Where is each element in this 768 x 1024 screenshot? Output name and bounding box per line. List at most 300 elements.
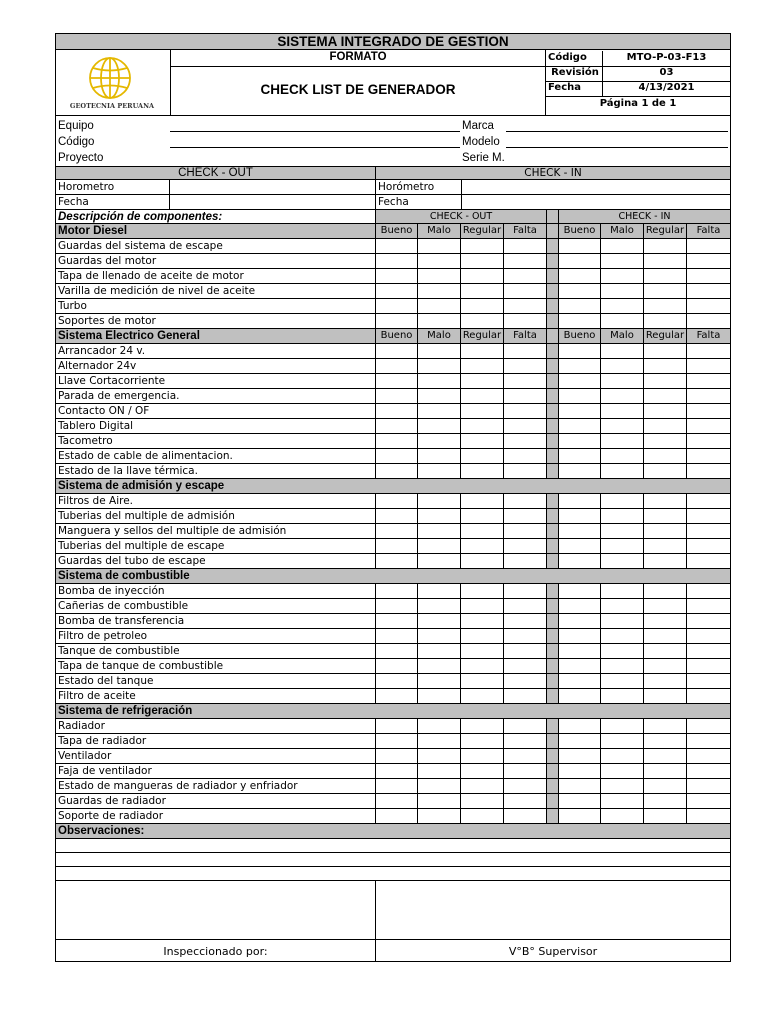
check-out-regular-cell[interactable] [461, 269, 504, 283]
check-out-bueno-cell[interactable] [376, 584, 418, 598]
check-out-bueno-cell[interactable] [376, 239, 418, 253]
check-out-malo-cell[interactable] [418, 674, 461, 688]
check-out-regular-cell[interactable] [461, 599, 504, 613]
check-in-field-input[interactable] [462, 180, 730, 194]
check-in-falta-cell[interactable] [687, 599, 730, 613]
check-in-bueno-cell[interactable] [559, 284, 601, 298]
check-out-malo-cell[interactable] [418, 494, 461, 508]
check-out-malo-cell[interactable] [418, 689, 461, 703]
check-out-regular-cell[interactable] [461, 674, 504, 688]
check-in-falta-cell[interactable] [687, 659, 730, 673]
check-in-bueno-cell[interactable] [559, 614, 601, 628]
observations-line [55, 839, 731, 853]
check-in-regular-cell[interactable] [644, 314, 687, 328]
check-out-falta-cell[interactable] [504, 599, 547, 613]
check-out-malo-cell[interactable] [418, 254, 461, 268]
document-meta [546, 50, 730, 115]
check-out-regular-cell[interactable] [461, 779, 504, 793]
check-in-bueno-cell[interactable] [559, 254, 601, 268]
check-in-bueno-cell[interactable] [559, 794, 601, 808]
check-in-falta-cell[interactable] [687, 749, 730, 763]
check-in-malo-cell[interactable] [601, 464, 644, 478]
check-out-regular-cell[interactable] [461, 374, 504, 388]
check-out-falta-cell[interactable] [504, 779, 547, 793]
check-in-malo-cell[interactable] [601, 644, 644, 658]
check-in-bueno-cell[interactable] [559, 674, 601, 688]
check-out-bueno-cell[interactable] [376, 614, 418, 628]
check-in-malo-cell[interactable] [601, 794, 644, 808]
check-in-falta-cell[interactable] [687, 719, 730, 733]
check-out-malo-cell[interactable] [418, 314, 461, 328]
check-out-bueno-cell[interactable] [376, 809, 418, 823]
check-in-malo-cell[interactable] [601, 404, 644, 418]
check-in-malo-cell[interactable] [601, 494, 644, 508]
check-in-bueno-cell[interactable] [559, 749, 601, 763]
check-in-malo-cell[interactable] [601, 734, 644, 748]
check-out-malo-cell[interactable] [418, 629, 461, 643]
check-out-bueno-cell[interactable] [376, 794, 418, 808]
check-in-falta-cell[interactable] [687, 539, 730, 553]
check-out-regular-cell[interactable] [461, 644, 504, 658]
check-out-malo-cell[interactable] [418, 284, 461, 298]
check-in-regular-cell[interactable] [644, 674, 687, 688]
check-in-malo-cell[interactable] [601, 284, 644, 298]
check-out-malo-cell[interactable] [418, 524, 461, 538]
check-in-regular-cell[interactable] [644, 629, 687, 643]
check-out-falta-cell[interactable] [504, 239, 547, 253]
check-in-malo-cell[interactable] [601, 554, 644, 568]
check-out-regular-cell[interactable] [461, 719, 504, 733]
check-out-falta-cell[interactable] [504, 809, 547, 823]
check-out-malo-cell[interactable] [418, 794, 461, 808]
check-in-regular-cell[interactable] [644, 779, 687, 793]
check-out-falta-cell[interactable] [504, 299, 547, 313]
check-out-malo-cell[interactable] [418, 434, 461, 448]
check-in-falta-cell[interactable] [687, 344, 730, 358]
check-out-bueno-cell[interactable] [376, 419, 418, 433]
check-out-regular-cell[interactable] [461, 794, 504, 808]
check-in-regular-cell[interactable] [644, 659, 687, 673]
check-in-malo-cell[interactable] [601, 314, 644, 328]
observations-input[interactable] [56, 853, 730, 866]
check-in-falta-cell[interactable] [687, 734, 730, 748]
input-serie[interactable] [506, 151, 728, 164]
check-out-malo-cell[interactable] [418, 419, 461, 433]
check-in-malo-cell[interactable] [601, 674, 644, 688]
check-in-regular-cell[interactable] [644, 404, 687, 418]
check-in-bueno-cell[interactable] [559, 539, 601, 553]
check-in-malo-cell[interactable] [601, 389, 644, 403]
check-in-regular-cell[interactable] [644, 764, 687, 778]
check-in-regular-cell[interactable] [644, 269, 687, 283]
check-in-falta-cell[interactable] [687, 284, 730, 298]
check-out-regular-cell[interactable] [461, 359, 504, 373]
check-in-regular-cell[interactable] [644, 464, 687, 478]
check-out-malo-cell[interactable] [418, 404, 461, 418]
check-out-falta-cell[interactable] [504, 314, 547, 328]
check-out-regular-cell[interactable] [461, 299, 504, 313]
check-in-falta-cell[interactable] [687, 239, 730, 253]
check-in-malo-cell[interactable] [601, 254, 644, 268]
check-out-bueno-cell[interactable] [376, 314, 418, 328]
check-in-falta-cell[interactable] [687, 434, 730, 448]
check-out-falta-cell[interactable] [504, 659, 547, 673]
check-in-malo-cell[interactable] [601, 764, 644, 778]
check-in-falta-cell[interactable] [687, 644, 730, 658]
check-out-falta-cell[interactable] [504, 449, 547, 463]
check-in-regular-cell[interactable] [644, 389, 687, 403]
check-in-falta-cell[interactable] [687, 494, 730, 508]
check-in-bueno-cell[interactable] [559, 449, 601, 463]
check-in-bueno-cell[interactable] [559, 314, 601, 328]
check-out-malo-cell[interactable] [418, 269, 461, 283]
check-in-bueno-cell[interactable] [559, 434, 601, 448]
check-in-regular-cell[interactable] [644, 734, 687, 748]
check-out-regular-cell[interactable] [461, 659, 504, 673]
check-out-malo-cell[interactable] [418, 599, 461, 613]
check-in-bueno-cell[interactable] [559, 629, 601, 643]
divider-cell [547, 734, 559, 748]
check-in-malo-cell[interactable] [601, 719, 644, 733]
check-in-field-input[interactable] [462, 195, 730, 209]
check-out-regular-cell[interactable] [461, 404, 504, 418]
check-in-falta-cell[interactable] [687, 449, 730, 463]
check-in-regular-cell[interactable] [644, 434, 687, 448]
check-out-regular-cell[interactable] [461, 749, 504, 763]
supervisor-signature-box[interactable] [376, 881, 730, 939]
check-in-regular-cell[interactable] [644, 509, 687, 523]
check-in-regular-cell[interactable] [644, 809, 687, 823]
check-out-regular-cell[interactable] [461, 239, 504, 253]
check-in-bueno-cell[interactable] [559, 269, 601, 283]
check-in-falta-cell[interactable] [687, 584, 730, 598]
check-in-malo-cell[interactable] [601, 509, 644, 523]
check-out-falta-cell[interactable] [504, 404, 547, 418]
check-out-regular-cell[interactable] [461, 734, 504, 748]
check-out-regular-cell[interactable] [461, 764, 504, 778]
check-out-malo-cell[interactable] [418, 239, 461, 253]
check-in-falta-cell[interactable] [687, 629, 730, 643]
check-in-malo-cell[interactable] [601, 299, 644, 313]
check-in-malo-cell[interactable] [601, 614, 644, 628]
check-out-malo-cell[interactable] [418, 809, 461, 823]
check-in-regular-cell[interactable] [644, 584, 687, 598]
check-in-falta-cell[interactable] [687, 299, 730, 313]
check-in-regular-cell[interactable] [644, 419, 687, 433]
check-out-malo-cell[interactable] [418, 554, 461, 568]
check-in-regular-cell[interactable] [644, 599, 687, 613]
check-in-malo-cell[interactable] [601, 659, 644, 673]
check-out-falta-cell[interactable] [504, 464, 547, 478]
check-out-malo-cell[interactable] [418, 764, 461, 778]
check-out-falta-cell[interactable] [504, 419, 547, 433]
check-out-malo-cell[interactable] [418, 299, 461, 313]
input-equipo[interactable] [170, 117, 460, 132]
check-in-bueno-cell[interactable] [559, 719, 601, 733]
check-in-malo-cell[interactable] [601, 749, 644, 763]
check-in-falta-cell[interactable] [687, 389, 730, 403]
check-out-malo-cell[interactable] [418, 659, 461, 673]
check-in-bueno-cell[interactable] [559, 374, 601, 388]
check-out-regular-cell[interactable] [461, 419, 504, 433]
check-in-malo-cell[interactable] [601, 359, 644, 373]
check-out-falta-cell[interactable] [504, 524, 547, 538]
check-out-bueno-cell[interactable] [376, 659, 418, 673]
check-out-malo-cell[interactable] [418, 449, 461, 463]
check-out-bueno-cell[interactable] [376, 344, 418, 358]
meta-value: 4/13/2021 [638, 82, 695, 93]
check-out-falta-cell[interactable] [504, 539, 547, 553]
check-in-bueno-cell[interactable] [559, 524, 601, 538]
check-out-bueno-cell[interactable] [376, 749, 418, 763]
check-out-regular-cell[interactable] [461, 584, 504, 598]
check-out-falta-cell[interactable] [504, 344, 547, 358]
check-in-regular-cell[interactable] [644, 344, 687, 358]
check-out-bueno-cell[interactable] [376, 539, 418, 553]
check-in-falta-cell[interactable] [687, 689, 730, 703]
check-out-regular-cell[interactable] [461, 389, 504, 403]
input-codigo[interactable] [170, 135, 460, 148]
check-in-malo-cell[interactable] [601, 374, 644, 388]
check-out-malo-cell[interactable] [418, 344, 461, 358]
check-out-falta-cell[interactable] [504, 749, 547, 763]
check-in-falta-cell[interactable] [687, 269, 730, 283]
check-out-field-input[interactable] [170, 195, 376, 209]
check-out-bueno-cell[interactable] [376, 599, 418, 613]
check-in-falta-cell[interactable] [687, 554, 730, 568]
check-out-regular-cell[interactable] [461, 284, 504, 298]
check-out-regular-cell[interactable] [461, 494, 504, 508]
check-out-malo-cell[interactable] [418, 359, 461, 373]
check-out-bueno-cell[interactable] [376, 449, 418, 463]
check-out-malo-cell[interactable] [418, 719, 461, 733]
check-out-falta-cell[interactable] [504, 689, 547, 703]
check-in-falta-cell[interactable] [687, 779, 730, 793]
check-out-malo-cell[interactable] [418, 374, 461, 388]
check-out-malo-cell[interactable] [418, 779, 461, 793]
check-out-bueno-cell[interactable] [376, 269, 418, 283]
check-out-falta-cell[interactable] [504, 494, 547, 508]
check-out-bueno-cell[interactable] [376, 389, 418, 403]
check-in-malo-cell[interactable] [601, 539, 644, 553]
check-out-falta-cell[interactable] [504, 254, 547, 268]
check-in-falta-cell[interactable] [687, 809, 730, 823]
check-in-regular-cell[interactable] [644, 794, 687, 808]
check-in-falta-cell[interactable] [687, 314, 730, 328]
check-out-regular-cell[interactable] [461, 254, 504, 268]
check-out-falta-cell[interactable] [504, 674, 547, 688]
check-in-malo-cell[interactable] [601, 689, 644, 703]
check-out-falta-cell[interactable] [504, 374, 547, 388]
check-in-regular-cell[interactable] [644, 614, 687, 628]
check-in-malo-cell[interactable] [601, 419, 644, 433]
check-in-regular-cell[interactable] [644, 494, 687, 508]
check-in-falta-cell[interactable] [687, 509, 730, 523]
check-in-regular-cell[interactable] [644, 359, 687, 373]
check-in-regular-cell[interactable] [644, 299, 687, 313]
check-out-malo-cell[interactable] [418, 464, 461, 478]
check-out-falta-cell[interactable] [504, 614, 547, 628]
check-out-regular-cell[interactable] [461, 434, 504, 448]
check-out-bueno-cell[interactable] [376, 509, 418, 523]
check-in-bueno-cell[interactable] [559, 299, 601, 313]
table-row [55, 749, 731, 764]
check-in-bueno-cell[interactable] [559, 644, 601, 658]
check-out-falta-cell[interactable] [504, 719, 547, 733]
check-out-bueno-cell[interactable] [376, 404, 418, 418]
check-out-bueno-cell[interactable] [376, 359, 418, 373]
check-in-regular-cell[interactable] [644, 524, 687, 538]
check-out-regular-cell[interactable] [461, 554, 504, 568]
check-out-bueno-cell[interactable] [376, 689, 418, 703]
check-out-regular-cell[interactable] [461, 689, 504, 703]
check-in-regular-cell[interactable] [644, 689, 687, 703]
check-out-regular-cell[interactable] [461, 464, 504, 478]
check-in-malo-cell[interactable] [601, 584, 644, 598]
check-out-falta-cell[interactable] [504, 584, 547, 598]
check-out-falta-cell[interactable] [504, 434, 547, 448]
check-in-bueno-cell[interactable] [559, 509, 601, 523]
check-in-regular-cell[interactable] [644, 254, 687, 268]
check-in-falta-cell[interactable] [687, 254, 730, 268]
check-out-regular-cell[interactable] [461, 809, 504, 823]
check-in-malo-cell[interactable] [601, 599, 644, 613]
check-in-bueno-cell[interactable] [559, 734, 601, 748]
check-in-regular-cell[interactable] [644, 374, 687, 388]
check-in-regular-cell[interactable] [644, 449, 687, 463]
check-out-malo-cell[interactable] [418, 614, 461, 628]
check-out-malo-cell[interactable] [418, 584, 461, 598]
check-out-bueno-cell[interactable] [376, 434, 418, 448]
input-modelo[interactable] [506, 135, 728, 148]
check-out-bueno-cell[interactable] [376, 764, 418, 778]
check-in-malo-cell[interactable] [601, 344, 644, 358]
check-out-malo-cell[interactable] [418, 749, 461, 763]
check-in-bueno-cell[interactable] [559, 404, 601, 418]
check-out-regular-cell[interactable] [461, 524, 504, 538]
check-out-regular-cell[interactable] [461, 509, 504, 523]
check-out-falta-cell[interactable] [504, 734, 547, 748]
check-out-falta-cell[interactable] [504, 284, 547, 298]
check-out-falta-cell[interactable] [504, 794, 547, 808]
check-in-bueno-cell[interactable] [559, 809, 601, 823]
check-in-regular-cell[interactable] [644, 239, 687, 253]
check-out-field-input[interactable] [170, 180, 376, 194]
check-out-bueno-cell[interactable] [376, 284, 418, 298]
check-in-regular-cell[interactable] [644, 539, 687, 553]
check-out-falta-cell[interactable] [504, 629, 547, 643]
check-in-falta-cell[interactable] [687, 524, 730, 538]
check-in-bueno-cell[interactable] [559, 419, 601, 433]
check-in-bueno-cell[interactable] [559, 554, 601, 568]
check-out-bueno-cell[interactable] [376, 629, 418, 643]
check-in-regular-cell[interactable] [644, 719, 687, 733]
check-in-falta-cell[interactable] [687, 674, 730, 688]
check-in-bueno-cell[interactable] [559, 389, 601, 403]
check-out-bueno-cell[interactable] [376, 734, 418, 748]
check-out-bueno-cell[interactable] [376, 374, 418, 388]
check-out-bueno-cell[interactable] [376, 554, 418, 568]
check-in-regular-cell[interactable] [644, 554, 687, 568]
check-out-bueno-cell[interactable] [376, 779, 418, 793]
check-out-bueno-cell[interactable] [376, 464, 418, 478]
check-out-bueno-cell[interactable] [376, 494, 418, 508]
check-out-regular-cell[interactable] [461, 614, 504, 628]
check-in-malo-cell[interactable] [601, 524, 644, 538]
check-in-falta-cell[interactable] [687, 764, 730, 778]
check-in-regular-cell[interactable] [644, 644, 687, 658]
check-out-bueno-cell[interactable] [376, 644, 418, 658]
check-in-falta-cell[interactable] [687, 419, 730, 433]
check-in-bueno-cell[interactable] [559, 359, 601, 373]
check-out-falta-cell[interactable] [504, 269, 547, 283]
check-out-regular-cell[interactable] [461, 539, 504, 553]
check-in-malo-cell[interactable] [601, 434, 644, 448]
check-out-falta-cell[interactable] [504, 644, 547, 658]
check-in-falta-cell[interactable] [687, 794, 730, 808]
check-out-bueno-cell[interactable] [376, 719, 418, 733]
check-out-falta-cell[interactable] [504, 509, 547, 523]
check-out-malo-cell[interactable] [418, 389, 461, 403]
check-out-bueno-cell[interactable] [376, 299, 418, 313]
inspector-signature-box[interactable] [56, 881, 376, 939]
check-in-falta-cell[interactable] [687, 614, 730, 628]
check-in-bueno-cell[interactable] [559, 659, 601, 673]
check-in-falta-cell[interactable] [687, 359, 730, 373]
check-in-bueno-cell[interactable] [559, 584, 601, 598]
check-in-bueno-cell[interactable] [559, 239, 601, 253]
check-in-malo-cell[interactable] [601, 269, 644, 283]
check-out-malo-cell[interactable] [418, 734, 461, 748]
check-in-bueno-cell[interactable] [559, 779, 601, 793]
check-out-bueno-cell[interactable] [376, 254, 418, 268]
check-in-bueno-cell[interactable] [559, 764, 601, 778]
check-in-malo-cell[interactable] [601, 449, 644, 463]
check-out-regular-cell[interactable] [461, 314, 504, 328]
check-in-regular-cell[interactable] [644, 284, 687, 298]
check-in-malo-cell[interactable] [601, 779, 644, 793]
check-out-falta-cell[interactable] [504, 359, 547, 373]
check-out-malo-cell[interactable] [418, 509, 461, 523]
check-in-falta-cell[interactable] [687, 464, 730, 478]
check-out-malo-cell[interactable] [418, 539, 461, 553]
check-in-bueno-cell[interactable] [559, 464, 601, 478]
check-out-bueno-cell[interactable] [376, 524, 418, 538]
check-in-regular-cell[interactable] [644, 749, 687, 763]
check-out-falta-cell[interactable] [504, 389, 547, 403]
check-in-falta-cell[interactable] [687, 404, 730, 418]
check-out-regular-cell[interactable] [461, 629, 504, 643]
check-out-bueno-cell[interactable] [376, 674, 418, 688]
check-in-malo-cell[interactable] [601, 629, 644, 643]
check-out-regular-cell[interactable] [461, 449, 504, 463]
check-in-malo-cell[interactable] [601, 239, 644, 253]
input-marca[interactable] [506, 117, 728, 132]
check-out-falta-cell[interactable] [504, 554, 547, 568]
check-in-falta-cell[interactable] [687, 374, 730, 388]
check-out-regular-cell[interactable] [461, 344, 504, 358]
check-in-bueno-cell[interactable] [559, 344, 601, 358]
check-in-bueno-cell[interactable] [559, 599, 601, 613]
check-in-malo-cell[interactable] [601, 809, 644, 823]
check-in-bueno-cell[interactable] [559, 494, 601, 508]
check-in-bueno-cell[interactable] [559, 689, 601, 703]
input-proyecto[interactable] [170, 151, 460, 164]
component-name: Tapa de radiador [56, 734, 376, 748]
observations-input[interactable] [56, 839, 730, 852]
check-out-falta-cell[interactable] [504, 764, 547, 778]
check-out-malo-cell[interactable] [418, 644, 461, 658]
